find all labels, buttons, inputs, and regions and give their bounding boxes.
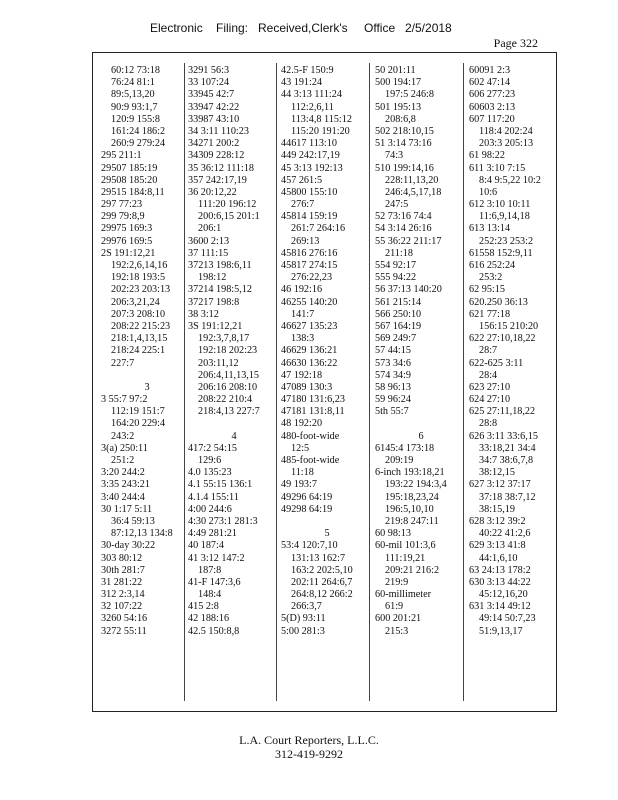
- index-entry: 89:5,13,20: [111, 89, 155, 101]
- index-entry: 37:18 38:7,12: [479, 491, 536, 503]
- index-entry: 47181 131:8,11: [281, 406, 345, 418]
- index-entry: 200:6,15 201:1: [198, 211, 260, 223]
- index-entry: 206:4,11,13,15: [198, 369, 260, 381]
- index-entry: 46255 140:20: [281, 296, 338, 308]
- index-entry: 218:4,13 227:7: [198, 406, 260, 418]
- column-divider: [463, 63, 464, 701]
- index-entry: 138:3: [291, 333, 315, 345]
- index-entry: 33945 42:7: [188, 89, 235, 101]
- filing-header: [0, 21, 618, 37]
- index-entry: 45816 276:16: [281, 247, 338, 259]
- index-entry: 623 27:10: [469, 381, 511, 393]
- index-entry: 46 192:16: [281, 284, 323, 296]
- index-entry: 63 24:13 178:2: [469, 564, 531, 576]
- index-entry: 611 3:10 7:15: [469, 162, 526, 174]
- index-entry: 501 195:13: [375, 101, 422, 113]
- index-entry: 60091 2:3: [469, 65, 511, 76]
- index-entry: 202:23 203:13: [111, 284, 171, 296]
- index-entry: 193:22 194:3,4: [385, 479, 447, 491]
- index-entry: 42.5 150:8,8: [188, 625, 240, 637]
- index-entry: 295 211:1: [101, 150, 142, 162]
- index-entry: 415 2:8: [188, 601, 219, 613]
- index-entry: 8:4 9:5,22 10:2: [479, 174, 541, 186]
- index-entry: 36 20:12,22: [188, 186, 237, 198]
- index-entry: 60-mil 101:3,6: [375, 540, 436, 552]
- index-entry: 47180 131:6,23: [281, 394, 345, 406]
- index-entry: 53:4 120:7,10: [281, 540, 338, 552]
- index-entry: 218:1,4,13,15: [111, 333, 168, 345]
- index-entry: 3260 54:16: [101, 613, 148, 625]
- index-entry: 203:11,12: [198, 357, 239, 369]
- index-entry: 4:00 244:6: [188, 503, 232, 515]
- index-entry: 195:18,23,24: [385, 491, 439, 503]
- index-section-heading: 6: [418, 430, 424, 442]
- index-entry: 4:30 273:1 281:3: [188, 515, 258, 527]
- index-entry: 148:4: [198, 589, 222, 601]
- index-entry: 34271 200:2: [188, 138, 240, 150]
- index-entry: 264:8,12 266:2: [291, 589, 353, 601]
- index-entry: 46629 136:21: [281, 345, 338, 357]
- index-entry: 5th 55:7: [375, 406, 409, 418]
- index-entry: 34 3:11 110:23: [188, 125, 249, 137]
- index-entry: 34309 228:12: [188, 150, 245, 162]
- index-entry: 60-millimeter: [375, 589, 432, 601]
- footer-phone: 312-419-9292: [275, 747, 343, 761]
- index-entry: 631 3:14 49:12: [469, 601, 531, 613]
- index-entry: 3272 55:11: [101, 625, 147, 637]
- index-entry: 111:19,21: [385, 552, 426, 564]
- index-entry: 4.1.4 155:11: [188, 491, 239, 503]
- index-entry: 45800 155:10: [281, 186, 338, 198]
- index-entry: 57 44:15: [375, 345, 411, 357]
- index-entry: 163:2 202:5,10: [291, 564, 353, 576]
- index-entry: 218:24 225:1: [111, 345, 166, 357]
- index-entry: 112:19 151:7: [111, 406, 165, 418]
- index-entry: 485-foot-wide: [281, 455, 340, 466]
- index-entry: 161:24 186:2: [111, 125, 166, 137]
- index-entry: 602 47:14: [469, 77, 511, 89]
- index-entry: 62 95:15: [469, 284, 505, 296]
- index-entry: 202:11 264:6,7: [291, 576, 353, 588]
- index-entry: 252:23 253:2: [479, 235, 534, 247]
- index-entry: 131:13 162:7: [291, 552, 346, 564]
- index-entry: 208:22 210:4: [198, 394, 253, 406]
- index-entry: 12:5: [291, 442, 310, 454]
- index-entry: 30-day 30:22: [101, 540, 156, 552]
- index-entry: 357 242:17,19: [188, 174, 247, 186]
- index-entry: 33987 43:10: [188, 113, 240, 125]
- index-column-5: [469, 65, 561, 638]
- index-entry: 31 281:22: [101, 576, 143, 588]
- index-entry: 630 3:13 44:22: [469, 576, 531, 588]
- index-entry: 197:5 246:8: [385, 89, 434, 101]
- header-date: 2/5/2018: [405, 21, 452, 35]
- index-entry: 627 3:12 37:17: [469, 479, 531, 491]
- index-entry: 46630 136:22: [281, 357, 338, 369]
- page-number: Page 322: [493, 36, 538, 50]
- index-entry: 574 34:9: [375, 369, 411, 381]
- index-entry: 626 3:11 33:6,15: [469, 430, 538, 442]
- index-entry: 37214 198:5,12: [188, 284, 252, 296]
- column-divider: [369, 63, 370, 701]
- index-entry: 40 187:4: [188, 540, 224, 552]
- index-entry: 606 277:23: [469, 89, 516, 101]
- index-column-1: [101, 65, 193, 638]
- header-filing: Filing:: [216, 21, 249, 35]
- index-entry: 30th 281:7: [101, 564, 145, 576]
- index-entry: 269:13: [291, 235, 320, 247]
- index-entry: 502 218:10,15: [375, 125, 434, 137]
- index-entry: 261:7 264:16: [291, 223, 346, 235]
- index-entry: 566 250:10: [375, 308, 422, 320]
- index-entry: 198:12: [198, 272, 227, 284]
- index-entry: 60:12 73:18: [111, 65, 160, 76]
- index-entry: [375, 418, 467, 430]
- index-entry: 457 261:5: [281, 174, 323, 186]
- index-entry: 612 3:10 10:11: [469, 199, 531, 211]
- index-entry: 4.1 55:15 136:1: [188, 479, 253, 491]
- index-entry: 555 94:22: [375, 272, 417, 284]
- index-entry: 206:3,21,24: [111, 296, 160, 308]
- index-entry: 46627 135:23: [281, 320, 338, 332]
- index-entry: 37 111:15: [188, 247, 229, 259]
- index-entry: 628 3:12 39:2: [469, 515, 526, 527]
- index-entry: 37213 198:6,11: [188, 260, 252, 271]
- index-entry: 554 92:17: [375, 260, 417, 271]
- index-entry: 206:16 208:10: [198, 381, 258, 393]
- index-entry: 299 79:8,9: [101, 211, 145, 223]
- index-entry: 613 13:14: [469, 223, 511, 235]
- index-entry: 59 96:24: [375, 394, 411, 406]
- index-entry: 266:3,7: [291, 601, 322, 613]
- index-entry: 192:2,6,14,16: [111, 260, 168, 271]
- index-entry: 253:2: [479, 272, 503, 284]
- index-entry: 47 192:18: [281, 369, 323, 381]
- index-entry: 50 201:11: [375, 65, 416, 76]
- footer-company: L.A. Court Reporters, L.L.C.: [239, 733, 379, 747]
- index-entry: 600 201:21: [375, 613, 422, 625]
- index-page-frame: [92, 52, 557, 712]
- index-entry: 41 3:12 147:2: [188, 552, 245, 564]
- index-entry: 196:5,10,10: [385, 503, 434, 515]
- index-entry: 219:8 247:11: [385, 515, 439, 527]
- index-entry: 4:49 281:21: [188, 528, 237, 540]
- index-entry: 33947 42:22: [188, 101, 240, 113]
- index-entry: 30 1:17 5:11: [101, 503, 153, 515]
- index-entry: 36:4 59:13: [111, 515, 155, 527]
- index-entry: 625 27:11,18,22: [469, 406, 536, 418]
- index-entry: 622-625 3:11: [469, 357, 524, 369]
- index-entry: 219:9: [385, 576, 409, 588]
- index-entry: 34:7 38:6,7,8: [479, 455, 534, 466]
- index-entry: 52 73:16 74:4: [375, 211, 432, 223]
- index-entry: 120:9 155:8: [111, 113, 160, 125]
- index-entry: 246:4,5,17,18: [385, 186, 442, 198]
- index-entry: 90:9 93:1,7: [111, 101, 158, 113]
- index-column-2: [188, 65, 280, 638]
- index-entry: 569 249:7: [375, 333, 417, 345]
- index-entry: 129:6: [198, 455, 222, 466]
- index-entry: 56 37:13 140:20: [375, 284, 442, 296]
- index-entry: 58 96:13: [375, 381, 411, 393]
- index-entry: 54 3:14 26:16: [375, 223, 432, 235]
- index-entry: 6145:4 173:18: [375, 442, 435, 454]
- index-entry: 206:1: [198, 223, 222, 235]
- index-entry: 49296 64:19: [281, 491, 333, 503]
- index-entry: 42 188:16: [188, 613, 230, 625]
- index-entry: 33 107:24: [188, 77, 230, 89]
- index-entry: 10:6: [479, 186, 498, 198]
- index-entry: 3 55:7 97:2: [101, 394, 148, 406]
- index-entry: 29976 169:5: [101, 235, 153, 247]
- index-entry: 28:8: [479, 418, 498, 430]
- index-entry: 3600 2:13: [188, 235, 230, 247]
- index-entry: 29515 184:8,11: [101, 186, 165, 198]
- index-entry: 61558 152:9,11: [469, 247, 533, 259]
- index-entry: 449 242:17,19: [281, 150, 340, 162]
- index-entry: 49298 64:19: [281, 503, 333, 515]
- index-entry: 629 3:13 41:8: [469, 540, 526, 552]
- index-entry: 303 80:12: [101, 552, 143, 564]
- index-section-heading: 5: [324, 528, 330, 540]
- index-entry: 29507 185:19: [101, 162, 158, 174]
- index-entry: 622 27:10,18,22: [469, 333, 536, 345]
- index-entry: 51 3:14 73:16: [375, 138, 432, 150]
- index-entry: 41-F 147:3,6: [188, 576, 241, 588]
- index-entry: 29508 185:20: [101, 174, 158, 186]
- index-entry: 203:3 205:13: [479, 138, 534, 150]
- index-entry: 60 98:13: [375, 528, 411, 540]
- index-entry: 156:15 210:20: [479, 320, 539, 332]
- index-entry: 561 215:14: [375, 296, 422, 308]
- index-entry: 11:18: [291, 467, 314, 479]
- index-entry: 49:14 50:7,23: [479, 613, 536, 625]
- index-entry: 55 36:22 211:17: [375, 235, 442, 247]
- index-entry: 76:24 81:1: [111, 77, 155, 89]
- index-entry: 2S 191:12,21: [101, 247, 156, 259]
- index-entry: 38:12,15: [479, 467, 515, 479]
- index-entry: 3:40 244:4: [101, 491, 145, 503]
- index-entry: 208:6,8: [385, 113, 416, 125]
- index-entry: [101, 370, 193, 382]
- index-entry: 45814 159:19: [281, 211, 338, 223]
- index-entry: 44617 113:10: [281, 138, 337, 150]
- index-entry: 567 164:19: [375, 320, 422, 332]
- index-entry: 260:9 279:24: [111, 138, 166, 150]
- index-entry: 38:15,19: [479, 503, 515, 515]
- index-entry: 32 107:22: [101, 601, 143, 613]
- index-entry: 141:7: [291, 308, 315, 320]
- index-entry: 28:7: [479, 345, 498, 357]
- index-entry: 187:8: [198, 564, 222, 576]
- index-entry: 61:9: [385, 601, 404, 613]
- index-section-heading: 4: [231, 430, 237, 442]
- index-entry: 510 199:14,16: [375, 162, 434, 174]
- index-entry: 115:20 191:20: [291, 125, 350, 137]
- index-entry: 5(D) 93:11: [281, 613, 326, 625]
- index-entry: 480-foot-wide: [281, 430, 340, 442]
- footer: [0, 733, 618, 761]
- index-entry: 209:21 216:2: [385, 564, 440, 576]
- index-entry: 111:20 196:12: [198, 199, 257, 211]
- index-entry: 620.250 36:13: [469, 296, 528, 308]
- index-entry: 45:12,16,20: [479, 589, 528, 601]
- index-entry: 4.0 135:23: [188, 467, 232, 479]
- index-entry: 60603 2:13: [469, 101, 516, 113]
- index-entry: 211:18: [385, 247, 413, 259]
- index-entry: 5:00 281:3: [281, 625, 325, 637]
- index-entry: 38 3:12: [188, 308, 219, 320]
- header-received: Received,Clerk's: [258, 21, 348, 35]
- index-entry: 74:3: [385, 150, 404, 162]
- index-entry: 28:4: [479, 369, 498, 381]
- index-entry: 3291 56:3: [188, 65, 230, 76]
- index-entry: 417:2 54:15: [188, 442, 237, 454]
- index-entry: 297 77:23: [101, 199, 143, 211]
- index-entry: 164:20 229:4: [111, 418, 166, 430]
- index-entry: 3:20 244:2: [101, 467, 145, 479]
- index-entry: 51:9,13,17: [479, 625, 523, 637]
- index-entry: 228:11,13,20: [385, 174, 439, 186]
- index-entry: 276:7: [291, 199, 315, 211]
- index-column-4: [375, 65, 467, 638]
- index-entry: 247:5: [385, 199, 409, 211]
- index-section-heading: 3: [144, 381, 150, 393]
- index-entry: 3(a) 250:11: [101, 442, 148, 454]
- index-entry: 3:35 243:21: [101, 479, 150, 491]
- index-entry: 45817 274:15: [281, 260, 338, 271]
- index-entry: 37217 198:8: [188, 296, 240, 308]
- column-divider: [184, 63, 185, 701]
- index-entry: 45 3:13 192:13: [281, 162, 343, 174]
- index-entry: 40:22 41:2,6: [479, 528, 531, 540]
- index-entry: 500 194:17: [375, 77, 422, 89]
- index-entry: 113:4,8 115:12: [291, 113, 352, 125]
- index-entry: 43 191:24: [281, 77, 323, 89]
- index-entry: 243:2: [111, 430, 135, 442]
- index-entry: 573 34:6: [375, 357, 411, 369]
- index-entry: 42.5-F 150:9: [281, 65, 334, 76]
- index-entry: 47089 130:3: [281, 381, 333, 393]
- index-column-3: [281, 65, 373, 638]
- index-entry: 3S 191:12,21: [188, 320, 243, 332]
- index-entry: 112:2,6,11: [291, 101, 334, 113]
- index-entry: 29975 169:3: [101, 223, 153, 235]
- index-entry: 192:18 202:23: [198, 345, 258, 357]
- index-entry: 251:2: [111, 455, 135, 466]
- index-entry: 48 192:20: [281, 418, 323, 430]
- index-entry: 6-inch 193:18,21: [375, 467, 445, 479]
- index-entry: 44:1,6,10: [479, 552, 518, 564]
- index-entry: 227:7: [111, 357, 135, 369]
- index-entry: 49 193:7: [281, 479, 317, 491]
- index-entry: 61 98:22: [469, 150, 505, 162]
- index-entry: 621 77:18: [469, 308, 511, 320]
- index-entry: 87:12,13 134:8: [111, 528, 173, 540]
- index-entry: [188, 418, 280, 430]
- header-office: Office: [364, 21, 396, 35]
- index-entry: 35 36:12 111:18: [188, 162, 255, 174]
- index-entry: 312 2:3,14: [101, 589, 145, 601]
- index-entry: 11:6,9,14,18: [479, 211, 530, 223]
- index-entry: 209:19: [385, 455, 414, 466]
- index-entry: 215:3: [385, 625, 409, 637]
- index-entry: 192:18 193:5: [111, 272, 166, 284]
- header-electronic: Electronic: [150, 21, 203, 35]
- index-entry: 276:22,23: [291, 272, 333, 284]
- index-entry: 33:18,21 34:4: [479, 442, 536, 454]
- index-entry: 616 252:24: [469, 260, 516, 271]
- index-entry: 192:3,7,8,17: [198, 333, 250, 345]
- index-entry: 118:4 202:24: [479, 125, 533, 137]
- index-entry: [281, 516, 373, 528]
- column-divider: [276, 63, 277, 701]
- index-entry: 44 3:13 111:24: [281, 89, 342, 101]
- index-entry: 624 27:10: [469, 394, 511, 406]
- index-entry: 208:22 215:23: [111, 320, 171, 332]
- index-entry: 207:3 208:10: [111, 308, 166, 320]
- index-entry: 607 117:20: [469, 113, 515, 125]
